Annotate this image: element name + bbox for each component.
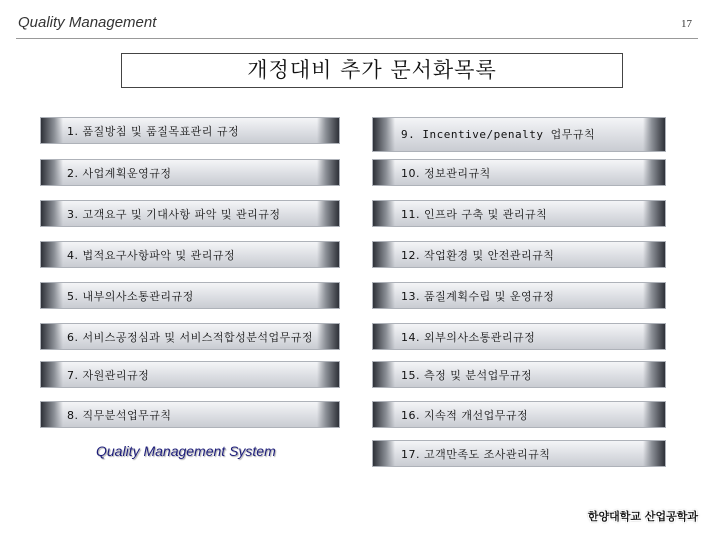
list-item-label: 16. 지속적 개선업무규정 (401, 408, 529, 422)
list-item-11 (372, 200, 666, 227)
list-item-13 (372, 282, 666, 309)
list-item-6 (40, 323, 340, 350)
list-item-1 (40, 117, 340, 144)
list-item-16 (372, 401, 666, 428)
main-title: 개정대비 추가 문서화목록 (121, 53, 623, 88)
list-item-label: 3. 고객요구 및 기대사항 파악 및 관리규정 (67, 207, 281, 221)
list-item-12 (372, 241, 666, 268)
list-item-14 (372, 323, 666, 350)
list-item-8 (40, 401, 340, 428)
list-item-10 (372, 159, 666, 186)
list-item-label: 10. 정보관리규칙 (401, 166, 491, 180)
list-item-label: 6. 서비스공정심과 및 서비스적합성분석업무규정 (67, 330, 314, 344)
list-item-label: 9. Incentive/penalty 업무규칙 (401, 128, 596, 141)
list-item-label: 15. 측정 및 분석업무규정 (401, 368, 533, 382)
list-item-label: 4. 법적요구사항파악 및 관리규정 (67, 248, 236, 262)
list-item-label: 17. 고객만족도 조사관리규칙 (401, 447, 551, 461)
list-item-label: 13. 품질계획수립 및 운영규정 (401, 289, 555, 303)
header-divider (16, 38, 698, 39)
list-item-2 (40, 159, 340, 186)
list-item-4 (40, 241, 340, 268)
page-number: 17 (681, 18, 692, 30)
list-item-label: 8. 직무분석업무규칙 (67, 408, 172, 422)
qms-label: Quality Management System (96, 443, 276, 459)
list-item-15 (372, 361, 666, 388)
list-item-3 (40, 200, 340, 227)
list-item-label: 5. 내부의사소통관리규정 (67, 289, 194, 303)
list-item-5 (40, 282, 340, 309)
list-item-7 (40, 361, 340, 388)
list-item-label: 2. 사업계획운영규정 (67, 166, 172, 180)
list-item-9 (372, 117, 666, 152)
list-item-label: 12. 작업환경 및 안전관리규칙 (401, 248, 555, 262)
footer-institution: 한양대학교 산업공학과 (587, 510, 698, 523)
list-item-label: 7. 자원관리규정 (67, 368, 150, 382)
list-item-17 (372, 440, 666, 467)
list-item-label: 14. 외부의사소통관리규정 (401, 330, 536, 344)
list-item-label: 11. 인프라 구축 및 관리규칙 (401, 207, 548, 221)
header-title: Quality Management (18, 14, 157, 31)
list-item-label: 1. 품질방침 및 품질목표관리 규정 (67, 124, 240, 138)
